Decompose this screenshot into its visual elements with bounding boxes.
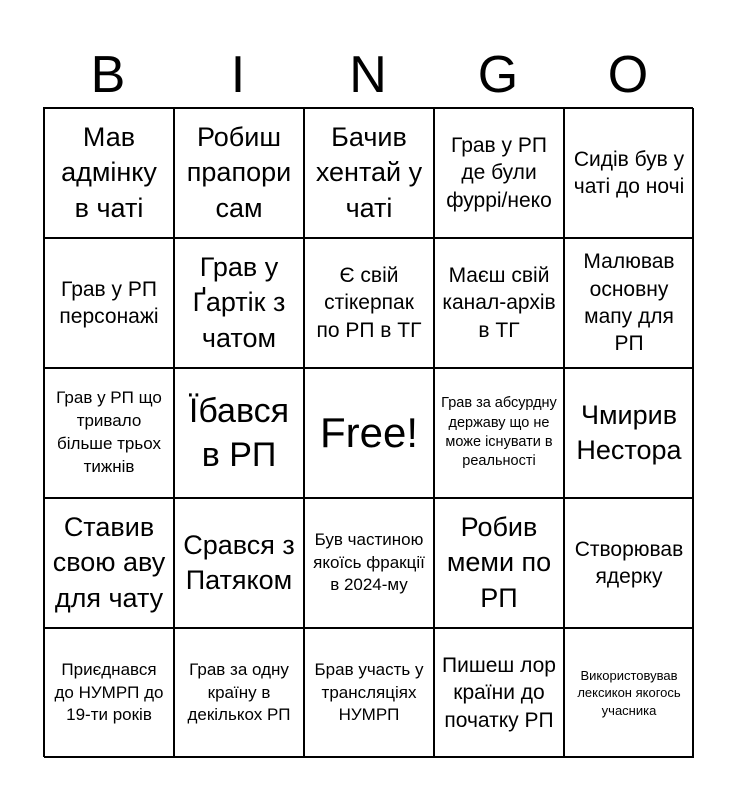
bingo-cell-1[interactable] — [44, 108, 174, 238]
cell-text: Грав за абсурдну державу що не може існувати в реальності — [441, 395, 557, 470]
header-letter-i: I — [230, 46, 246, 104]
bingo-cell-22[interactable] — [174, 628, 304, 758]
bingo-cell-19[interactable] — [434, 498, 564, 628]
bingo-cell-25[interactable] — [564, 628, 694, 758]
cell-text: Грав за одну країну в декількох РП — [187, 659, 291, 725]
header-letter-n: N — [349, 46, 387, 104]
bingo-card — [43, 107, 693, 757]
cell-text: Робиш прапори сам — [186, 122, 292, 223]
cell-text: Малював основну мапу для РП — [583, 250, 675, 356]
cell-text: Грав у РП персонажі — [59, 277, 159, 328]
bingo-cell-15[interactable] — [564, 368, 694, 498]
bingo-cell-24[interactable] — [434, 628, 564, 758]
cell-text: Робив меми по РП — [446, 512, 552, 613]
cell-text: Free! — [319, 408, 419, 456]
bingo-cell-4[interactable] — [434, 108, 564, 238]
bingo-cell-6[interactable] — [44, 238, 174, 368]
cell-text: Створював ядерку — [574, 537, 684, 588]
bingo-cell-9[interactable] — [434, 238, 564, 368]
bingo-cell-14[interactable] — [434, 368, 564, 498]
cell-text: Приєднався до НУМРП до 19-ти років — [54, 659, 164, 725]
cell-text: Є свій стікерпак по РП в ТГ — [316, 264, 422, 342]
cell-text: Брав участь у трансляціях НУМРП — [314, 659, 424, 725]
bingo-cell-11[interactable] — [44, 368, 174, 498]
cell-text: Грав у Ґартік з чатом — [192, 252, 286, 353]
cell-text: Ставив свою аву для чату — [52, 512, 166, 613]
cell-text: Маєш свій канал-архів в ТГ — [442, 264, 556, 342]
cell-text: Грав у РП що тривало більше трьох тижнів — [56, 388, 162, 476]
cell-text: Був частиною якоїсь фракції в 2024-му — [313, 529, 425, 595]
bingo-cell-3[interactable] — [304, 108, 434, 238]
bingo-cell-17[interactable] — [174, 498, 304, 628]
bingo-cell-10[interactable] — [564, 238, 694, 368]
cell-text: Срався з Патяком — [183, 529, 295, 595]
bingo-header — [43, 44, 693, 106]
cell-text: Їбався в РП — [188, 391, 290, 474]
bingo-cell-8[interactable] — [304, 238, 434, 368]
cell-text: Мав адмінку в чаті — [61, 122, 157, 223]
free-space[interactable] — [304, 368, 434, 498]
bingo-cell-7[interactable] — [174, 238, 304, 368]
header-letter-g: G — [477, 46, 519, 104]
cell-text: Чмирив Нестора — [576, 399, 682, 465]
bingo-cell-18[interactable] — [304, 498, 434, 628]
bingo-cell-12[interactable] — [174, 368, 304, 498]
bingo-cell-23[interactable] — [304, 628, 434, 758]
bingo-cell-16[interactable] — [44, 498, 174, 628]
bingo-cell-5[interactable] — [564, 108, 694, 238]
header-letter-o: O — [607, 46, 649, 104]
cell-text: Сидів був у чаті до ночі — [573, 147, 685, 198]
bingo-cell-21[interactable] — [44, 628, 174, 758]
bingo-cell-20[interactable] — [564, 498, 694, 628]
header-letter-b: B — [90, 46, 126, 104]
cell-text: Пишеш лор країни до початку РП — [442, 654, 556, 732]
cell-text: Грав у РП де були фуррі/неко — [446, 134, 552, 212]
cell-text: Бачив хентай у чаті — [315, 122, 423, 223]
cell-text: Використовував лексикон якогось учасника — [577, 667, 681, 718]
bingo-cell-2[interactable] — [174, 108, 304, 238]
